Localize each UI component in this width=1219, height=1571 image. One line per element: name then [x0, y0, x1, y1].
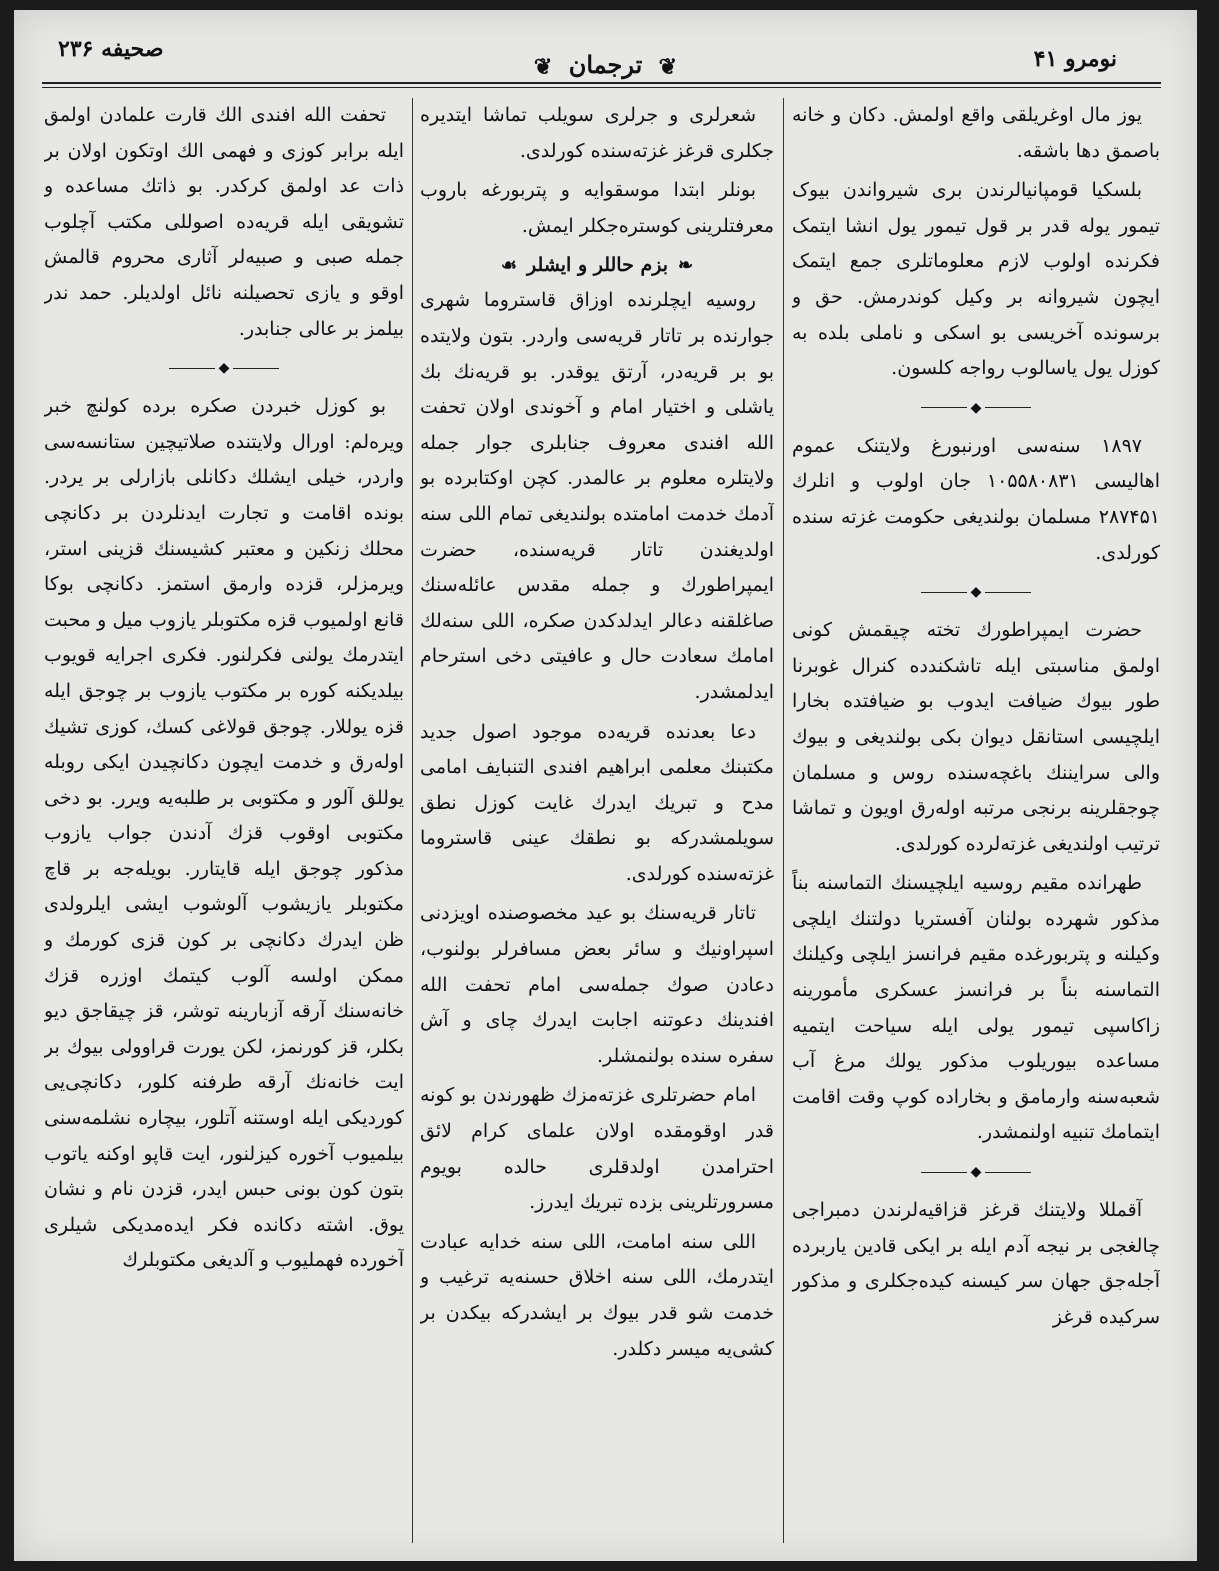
page-number: صحيفه ۲۳۶	[58, 36, 164, 62]
article-paragraph: امام حضرتلری غزته‌مزك ظهورندن بو کونه قدر اوقومقده اولان علمای کرام لائق احترامدن اولدقلری حالده بویوم مسرورتلرینی بزده تبریك ایدرز.	[420, 1084, 774, 1214]
article-paragraph: تحفت الله افندی الك قارت علمادن اولمق ایله برابر کوزی و فهمی الك اوتکون اولان بر ذات عد اولمق کرکدر. بو ذاتك مساعده و تشویقی ایله قریه‌ده اصوللی مکتب آچلوب جمله صبی و صبیه‌لر آثاری محروم قالمش اوقو و یازی تحصیلنه نائل اولدیلر. حمد ندر بیلمز بر عالی جنابدر.	[44, 104, 404, 340]
article-paragraph: بلسکیا قومپانیالرندن بری شیرواندن بیوک تیمور یوله قدر بر قول تیمور یول انشا ایتمک فکرنده اولوب لازم معلوماتلری جمع ایتمک ایچون شیروانه بر وکیل کوندرمش. حق و برسونده آخریسی بو اسکی و ناملی بلده به کوزل یول یاسالوب رواجه کلسون.	[792, 179, 1160, 380]
ornament-icon: ❦	[533, 53, 553, 80]
masthead	[14, 50, 1197, 80]
column-divider	[412, 98, 413, 1543]
article-paragraph: اللی سنه امامت، اللی سنه خدایه عبادت ایتدرمك، اللی سنه اخلاق حسنه‌یه ترغیب و خدمت شو قدر بیوك بر ایشدرکه بیکدن بر کشی‌یه میسر دکلدر.	[420, 1230, 774, 1360]
section-heading	[420, 248, 774, 283]
ornament-icon: ❦	[658, 53, 678, 80]
column-right	[792, 98, 1160, 1538]
article-paragraph: روسیه ایچلرنده اوزاق قاستروما شهری جوارنده بر تاتار قریه‌سی واردر. بتون ولایتده بو بر قریه‌در، آرتق یوقدر. بو قریه‌نك بك یاشلی و اختیار امام و آخوندی اولان تحفت الله افندی معروف جنابلری جوار جمله ولایتلره معلوم بر عالمدر. کچن اوکتابرده بو آدمك خدمت امامتده بولندیغی تمام اللی سنه اولدیغندن تاتار قریه‌سنده، حضرت ایمپراطورك و جمله مقدس عائله‌سنك صاغلقنه دعالر ایدلدکدن صکره، اللی سنه‌لك امامك سعادت حال و عافیتی دخی استرحام ایدلمشدر.	[420, 289, 774, 703]
column-divider	[783, 98, 784, 1543]
header-rule	[42, 82, 1161, 88]
article-paragraph: بونلر ابتدا موسقوایه و پتربورغه باروب معرفتلرینی کوسترەجکلر ایمش.	[420, 179, 774, 237]
article-paragraph: شعرلری و جرلری سویلب تماشا ایتدیره جکلری قرغز غزته‌سنده کورلدی.	[420, 104, 774, 162]
section-separator	[792, 1155, 1160, 1189]
diamond-icon: ◆	[970, 584, 982, 601]
newspaper-title: ترجمان	[568, 50, 643, 79]
article-paragraph: دعا بعدنده قریه‌ده موجود اصول جدید مکتبنك معلمی ابراهیم افندی التنبایف امامی مدح و تبریك ایدرك غایت کوزل نطق سویلمشدرکه بو نطقك عینی قاستروما غزته‌سنده کورلدی.	[420, 720, 774, 885]
column-left	[44, 98, 404, 1538]
ornament-icon: ❧	[678, 255, 694, 277]
section-separator	[792, 575, 1160, 609]
article-paragraph: تاتار قریه‌سنك بو عید مخصوصنده اویزدنی اسپراونیك و سائر بعض مسافرلر بولنوب، دعادن صوك جمله‌سی امام تحفت الله افندینك دعوتنه اجابت ایدرك چای و آش سفره سنده بولنمشلر.	[420, 902, 774, 1067]
article-paragraph: یوز مال اوغریلقی واقع اولمش. دکان و خانه باصمق دها باشقه.	[792, 104, 1160, 162]
article-paragraph: ۱۸۹۷ سنه‌سی اورنبورغ ولایتنک عموم اهالیسی ۱۰۵۵۸۰۸۳۱ جان اولوب و انلرك ۲۸۷۴۵۱ مسلمان بولندیغی حکومت غزته سنده کورلدی.	[792, 434, 1160, 564]
ornament-icon: ☙	[500, 255, 518, 277]
diamond-icon: ◆	[970, 399, 982, 416]
section-separator	[792, 391, 1160, 425]
section-heading-text: بزم حاللر و ایشلر	[527, 254, 668, 277]
article-paragraph: آقمللا ولایتنك قرغز قزاقیه‌لرندن دمبراجی چالغجی بر نیجه آدم ایله بر ایکی قادین یاربرده آجله‌جق جهان سر کیسنه کیده‌جکلری و مذکور سرکیده قرغز	[792, 1199, 1160, 1328]
article-paragraph: حضرت ایمپراطورك تخته چیقمش کونی اولمق مناسبتی ایله تاشکندده کنرال غوبرنا طور بیوك ضیافت ایدوب بو ضیافتده بخارا ایلچیسی استانقل دیوان بکی بولندیغی و بیوك والی سرایننك باغچه‌سنده روس و مسلمان چوجقلرینه برنجی مرتبه اولەرق اویون و تماشا ترتیب اولندیغی غزته‌لرده کورلدی.	[792, 619, 1160, 855]
article-paragraph: طهرانده مقیم روسیه ایلچیسنك التماسنه بناً مذکور شهرده بولنان آفستریا دولتنك ایلچی وکیلنه و پتربورغده مقیم فرانسز ایلچی وکیلنك التماسنه بناً بر فرانسز عسکری مأمورینه زاکاسپی تیمور یولی ایله سیاحت ایتمیه مساعده بیوریلوب مذکور یولك مرغ آب شعبه‌سنه وارمامق و بخاراده کوپ وقت اقامت ایتمامك تنبیه اولنمشدر.	[792, 872, 1160, 1144]
diamond-icon: ◆	[970, 1164, 982, 1181]
newspaper-page	[14, 10, 1197, 1561]
issue-number: نومرو ۴۱	[1033, 46, 1117, 72]
article-paragraph: بو کوزل خبردن صکره برده کولنچ خبر ویرەلم: اورال ولایتنده صلاتیچین ستانسه‌سی واردر، خیلی ایشلك دکانلی بازارلی بر یردر. بونده اقامت و تجارت ایدنلردن بر دکانچی محلك زنکین و معتبر کشیسنك قزینی استر، ویرمزلر، قزده وارمق استمز. دکانچی بوکا قانع اولمیوب قزه مکتوبلر یازوب میل و محبت ایتدرمك یولنی فکرلنور. فکری اجرایه قویوب بیلدیکنه کوره بر مکتوب یازوب بر چوجق ایله قزه یوللار. چوجق قولاغی کسك، کوزی تشیك اولەرق و خدمت ایچون دکانچیدن ایکی روبله یوللق آلور و مکتوبی بر طلبه‌یه ویرر. بو دخی مکتوبی اوقوب قزك آدندن جواب یازوب مذکور چوجق ایله قایتارر. بویله‌جه بر قاچ مکتوبلر یازیشوب آلوشوب ایشی ایلرولدی ظن ایدرك دکانچی بر کون قزی کورمك و ممکن اولسه آلوب کیتمك اوزره قزك خانه‌سنك آرقه آزبارینه توشر، قز چیقاجق دیو بکلر، قز کورنمز، لکن یورت قراوولی بیوك بر ایت خانه‌نك آرقه طرفنه کلور، دکانچی‌یی کوردیکی ایله اوستنه آتلور، بیچاره نشلمه‌سنی بیلمیوب آخوره کیزلنور، ایت قاپو اوکنه یاتوب بتون کون بونی حبس ایدر، قزدن نام و نشان یوق. اشته دکانده فکر ایدەمدیکی شیلری آخورده فهملیوب و آلدیغی مکتوبلرك	[44, 395, 404, 1272]
column-middle	[420, 98, 774, 1538]
diamond-icon: ◆	[218, 360, 230, 377]
section-separator	[44, 351, 404, 385]
page-header	[14, 32, 1197, 84]
